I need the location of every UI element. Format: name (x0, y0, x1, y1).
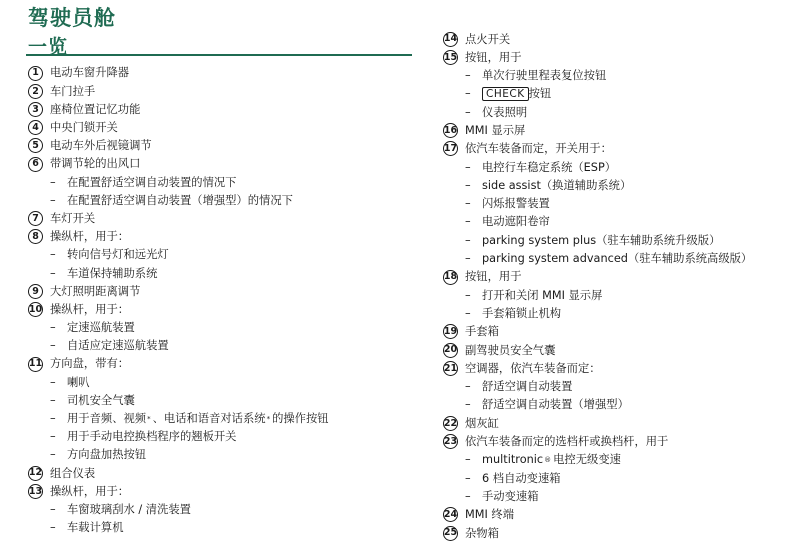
sub-list-item (28, 264, 418, 282)
item-label: 杂物箱 (465, 526, 499, 540)
item-number-badge: 1 (28, 66, 43, 81)
sub-list-item (443, 231, 788, 249)
bullet-dash: – (465, 69, 471, 83)
item-number-badge: 18 (443, 270, 458, 285)
item-number-badge: 3 (28, 102, 43, 117)
sub-item-label: 手动变速箱 (482, 489, 539, 503)
bullet-dash: – (465, 398, 471, 412)
list-item (28, 228, 418, 246)
sub-item-label: 喇叭 (67, 375, 90, 389)
bullet-dash: – (50, 193, 56, 207)
sub-item-label: 转向信号灯和远光灯 (67, 248, 169, 262)
sub-list-item (443, 103, 788, 121)
item-number-badge: 22 (443, 416, 458, 431)
item-label: 电动车外后视镜调节 (50, 139, 152, 153)
item-label: 按钮，用于 (465, 270, 522, 284)
sub-item-label: multitronic (482, 453, 544, 467)
list-item (443, 359, 788, 377)
sub-item-label: 舒适空调自动装置 (482, 380, 573, 394)
sub-item-label: 车载计算机 (67, 521, 124, 535)
item-number-badge: 23 (443, 434, 458, 449)
page-title: 驾驶员舱 (28, 6, 116, 30)
sub-list-item (443, 396, 788, 414)
sub-item-label: 按钮 (528, 87, 552, 101)
item-label: 中央门锁开关 (50, 121, 118, 134)
item-label: 操纵杆，用于： (50, 484, 130, 498)
list-item (443, 414, 788, 432)
list-item (28, 464, 418, 482)
list-item (28, 210, 418, 228)
item-label: 座椅位置记忆功能 (50, 102, 141, 116)
item-number-badge: 5 (28, 138, 43, 153)
bullet-dash: – (465, 489, 471, 503)
item-label: 车门拉手 (50, 84, 96, 98)
list-item (443, 140, 788, 158)
bullet-dash: – (465, 453, 471, 467)
item-number-badge: 17 (443, 141, 458, 156)
bullet-dash: – (465, 306, 471, 320)
sub-list-item (28, 428, 418, 446)
bullet-dash: – (50, 521, 56, 535)
item-label: 依汽车装备而定的选档杆或换档杆，用于 (465, 435, 669, 449)
sub-list-item (443, 67, 788, 85)
bullet-dash: – (465, 233, 471, 247)
sub-item-label: 电控无级变速 (553, 453, 621, 467)
sub-item-label: 用于手动电控换档程序的翘板开关 (67, 430, 237, 444)
item-label: 依汽车装备而定，开关用于： (465, 142, 612, 156)
list-item (28, 282, 418, 300)
sub-list-item (28, 191, 418, 209)
item-number-badge: 10 (28, 302, 43, 317)
sub-list-item (443, 158, 788, 176)
sub-list-item (28, 373, 418, 391)
sub-list-item (28, 519, 418, 537)
sub-item-label: 在配置舒适空调自动装置的情况下 (67, 175, 237, 189)
item-label: 操纵杆，用于： (50, 230, 130, 244)
right-column-list (443, 30, 788, 542)
sub-item-label: 用于音频、视频 (67, 412, 147, 425)
sub-item-label: 打开和关闭 MMI 显示屏 (482, 288, 603, 302)
item-label: 烟灰缸 (465, 416, 499, 430)
bullet-dash: – (50, 321, 56, 335)
bullet-dash: – (50, 175, 56, 189)
left-column-list (28, 64, 418, 537)
bullet-dash: – (50, 393, 56, 407)
sub-item-label: 车道保持辅助系统 (67, 266, 158, 280)
item-number-badge: 12 (28, 466, 43, 481)
sub-list-item (443, 469, 788, 487)
item-label: 手套箱 (465, 325, 499, 339)
list-item (28, 482, 418, 500)
bullet-dash: – (465, 87, 471, 101)
sub-item-label: parking system plus（驻车辅助系统升级版） (482, 233, 721, 247)
item-number-badge: 6 (28, 157, 43, 172)
sub-item-label: 单次行驶里程表复位按钮 (482, 69, 607, 83)
sub-item-label: 定速巡航装置 (67, 321, 135, 335)
item-label: MMI 终端 (465, 508, 515, 522)
list-item (28, 137, 418, 155)
sub-list-item (28, 246, 418, 264)
item-label: 操纵杆，用于： (50, 302, 130, 316)
sub-list-item (28, 319, 418, 337)
item-number-badge: 11 (28, 357, 43, 372)
item-number-badge: 24 (443, 507, 458, 522)
item-number-badge: 13 (28, 484, 43, 499)
item-number-badge: 25 (443, 526, 458, 541)
item-number-badge: 4 (28, 120, 43, 135)
section-title: 一览 (28, 36, 69, 58)
list-item (28, 300, 418, 318)
bullet-dash: – (50, 266, 56, 280)
sub-list-item (443, 487, 788, 505)
sub-item-label: 的操作按钮 (272, 412, 329, 425)
sub-list-item (443, 304, 788, 322)
item-number-badge: 7 (28, 211, 43, 226)
item-label: 带调节轮的出风口 (50, 157, 141, 171)
item-label: 组合仪表 (50, 466, 96, 480)
list-item (443, 524, 788, 542)
list-item (443, 30, 788, 48)
item-number-badge: 16 (443, 123, 458, 138)
list-item (28, 82, 418, 100)
sub-list-item (443, 378, 788, 396)
sub-list-item (443, 85, 788, 103)
sub-item-label: 方向盘加热按钮 (67, 448, 147, 462)
item-label: MMI 显示屏 (465, 123, 526, 137)
sub-list-item (443, 195, 788, 213)
item-label: 车灯开关 (50, 211, 96, 225)
sub-item-label: 、电话和语音对话系统 (152, 412, 266, 425)
sub-list-item (443, 176, 788, 194)
sub-list-item (443, 250, 788, 268)
bullet-dash: – (50, 430, 56, 444)
list-item (443, 433, 788, 451)
list-item (443, 121, 788, 139)
sub-item-label: 仪表照明 (482, 105, 528, 119)
item-number-badge: 15 (443, 50, 458, 65)
sub-item-label: 司机安全气囊 (67, 393, 135, 407)
bullet-dash: – (50, 412, 56, 425)
sub-item-label: 在配置舒适空调自动装置（增强型）的情况下 (67, 193, 293, 207)
bullet-dash: – (465, 215, 471, 229)
list-item (28, 355, 418, 373)
sub-list-item (443, 286, 788, 304)
sub-list-item (28, 446, 418, 464)
sub-item-label: 自适应定速巡航装置 (67, 339, 169, 353)
sub-item-label: 电控行车稳定系统（ESP） (482, 160, 617, 174)
sub-item-label: parking system advanced（驻车辅助系统高级版） (482, 252, 753, 266)
list-item (443, 48, 788, 66)
sub-list-item (28, 173, 418, 191)
sub-list-item (28, 501, 418, 519)
sub-list-item (28, 391, 418, 409)
list-item (28, 64, 418, 82)
item-label: 按钮，用于 (465, 50, 522, 64)
item-label: 大灯照明距离调节 (50, 284, 141, 298)
item-number-badge: 21 (443, 361, 458, 376)
item-label: 电动车窗升降器 (50, 66, 130, 80)
bullet-dash: – (50, 375, 56, 389)
bullet-dash: – (465, 380, 471, 394)
sub-list-item: – multitronic ® 电控无级变速 (443, 451, 788, 469)
sub-item-label: 6 档自动变速箱 (482, 471, 561, 485)
bullet-dash: – (465, 288, 471, 302)
bullet-dash: – (465, 197, 471, 211)
item-label: 空调器，依汽车装备而定： (465, 361, 601, 375)
sub-list-item: – 用于音频、视频 * 、电话和语音对话系统 * 的操作按钮 (28, 410, 418, 428)
bullet-dash: – (465, 252, 471, 266)
list-item (443, 268, 788, 286)
sub-item-label: 闪烁报警装置 (482, 197, 550, 211)
item-number-badge: 14 (443, 32, 458, 47)
sub-item-label: 电动遮阳卷帘 (482, 215, 550, 229)
bullet-dash: – (465, 471, 471, 485)
item-label: 方向盘，带有： (50, 357, 130, 371)
list-item (443, 341, 788, 359)
sub-list-item (28, 337, 418, 355)
sub-item-label: side assist（换道辅助系统） (482, 178, 632, 192)
list-item (28, 155, 418, 173)
item-label: 点火开关 (465, 32, 511, 46)
list-item (443, 506, 788, 524)
sub-item-label: 手套箱锁止机构 (482, 306, 562, 320)
bullet-dash: – (50, 339, 56, 353)
bullet-dash: – (465, 160, 471, 174)
item-number-badge: 19 (443, 324, 458, 339)
title-underline (26, 54, 412, 56)
item-number-badge: 9 (28, 284, 43, 299)
sub-item-label: 舒适空调自动装置（增强型） (482, 398, 629, 412)
bullet-dash: – (50, 448, 56, 462)
item-number-badge: 20 (443, 343, 458, 358)
sub-list-item (443, 213, 788, 231)
list-item (28, 100, 418, 118)
check-key-label: CHECK (482, 87, 529, 101)
item-label: 副驾驶员安全气囊 (465, 343, 556, 357)
bullet-dash: – (465, 105, 471, 119)
sub-item-label: 车窗玻璃刮水 / 清洗装置 (67, 502, 191, 516)
list-item (28, 119, 418, 137)
list-item (443, 323, 788, 341)
bullet-dash: – (465, 178, 471, 192)
item-number-badge: 8 (28, 229, 43, 244)
item-number-badge: 2 (28, 84, 43, 99)
bullet-dash: – (50, 502, 56, 516)
bullet-dash: – (50, 248, 56, 262)
